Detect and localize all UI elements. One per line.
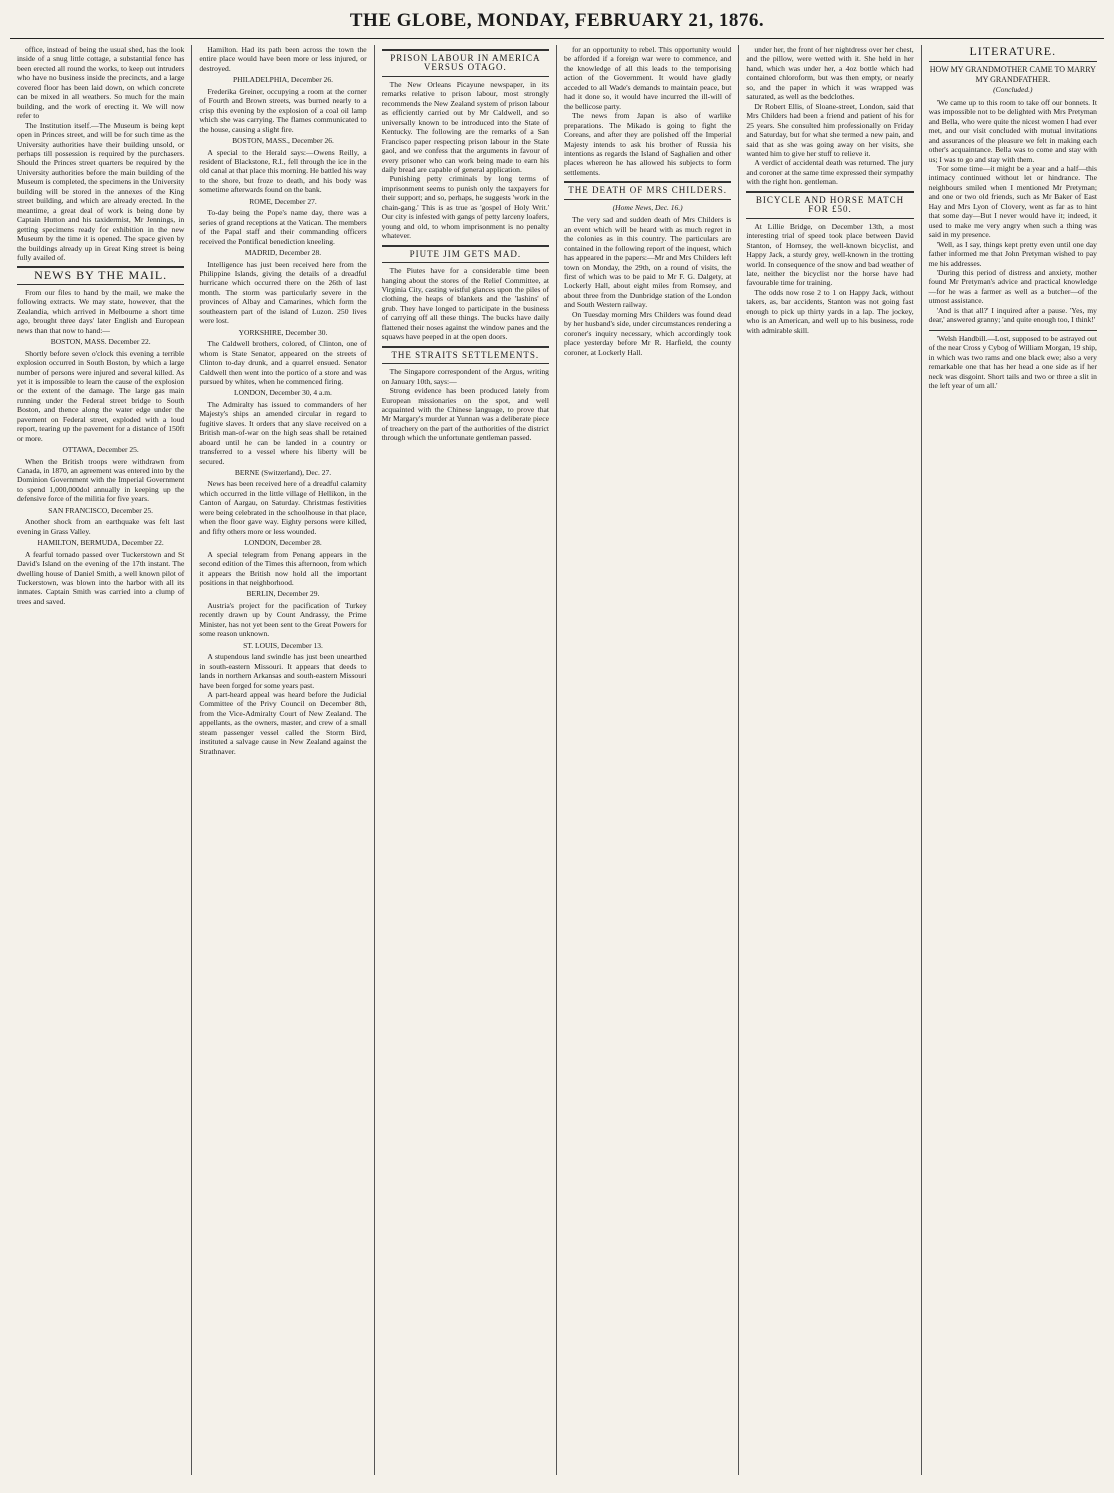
- paragraph: The Singapore correspondent of the Argus, writing on January 10th, says:—: [381, 367, 549, 386]
- dateline: MADRID, December 28.: [244, 248, 322, 258]
- dateline: LONDON, December 28.: [244, 538, 322, 548]
- paragraph: The Institution itself.—The Museum is being kept open in Princes street, and will be for such time as the University authorities have their building unsold, or perhaps till possession is required by the purchasers. Should the Princes street quarters be required by the University authorities before the main building of the Museum is completed, the specimens in the University building will be stored in the annexes of the King street building, and which are already erected. In the meantime, a great deal of work is being done by Captain Hutton and his taxidermist, Mr Jennings, in getting specimens ready for exhibition in the new Museum by the time it is opened. The space given by the buildings already up in Great King street is being fully availed of.: [17, 120, 185, 262]
- dateline: BERNE (Switzerland), Dec. 27.: [234, 468, 332, 478]
- paragraph: Another shock from an earthquake was felt last evening in Grass Valley.: [17, 517, 185, 536]
- divider: [929, 330, 1097, 331]
- dateline: LONDON, December 30, 4 a.m.: [234, 388, 332, 398]
- column-2: [192, 45, 374, 1475]
- column-3: [375, 45, 557, 1475]
- masthead: THE GLOBE, MONDAY, FEBRUARY 21, 1876.: [10, 6, 1104, 39]
- paragraph: Dr Robert Ellis, of Sloane-street, London, said that Mrs Childers had been a friend and patient of his for 25 years. She consulted him professionally on Friday and Saturday, but for what she termed a new pain, and said that as she was going away on her visits, she wanted him to give her stuff to relieve it.: [746, 101, 914, 158]
- columns: [10, 45, 1104, 1475]
- paragraph: A stupendous land swindle has just been unearthed in south-eastern Missouri. It appears that deeds to lands in northern Arkansas and south-eastern Missouri have been forged for some years past.: [199, 652, 367, 690]
- section-heading: BICYCLE AND HORSE MATCH FOR £50.: [746, 191, 913, 219]
- paragraph: 'During this period of distress and anxiety, mother found Mr Pretyman's advice and practical knowledge—for he was a farmer as well as a butcher—of the utmost assistance.: [928, 267, 1097, 306]
- paragraph: Shortly before seven o'clock this evening a terrible explosion occurred in South Boston, by which a large number of persons were injured and several killed. As yet it is impossible to learn the cause of the explosion or the extent of the damage. The large gas main running under the Federal street bridge to South Boston, and thence along the water edge under the pavement on Federal street, exploded with a loud report, tearing up the pavement for a distance of 150ft or more.: [17, 348, 185, 443]
- paragraph: To-day being the Pope's name day, there was a series of grand receptions at the Vatican. The members of the Papal staff and their commanding officers received the Pontifical benediction kneeling.: [199, 208, 367, 246]
- paragraph: The Admiralty has issued to commanders of her Majesty's ships an amended circular in regard to fugitive slaves. It orders that any slave received on a British man-of-war on the high seas shall be retained aboard until he can be landed in a country or transferred to a vessel where his liberty will be secured.: [199, 399, 367, 466]
- paragraph: 'And is that all?' I inquired after a pause. 'Yes, my dear,' answered granny; 'and quite enough too, I think!': [928, 305, 1097, 325]
- subheading: (Home News, Dec. 16.): [612, 202, 683, 212]
- paragraph: A special telegram from Penang appears in the second edition of the Times this afternoon, from which it appears the British now hold all the important positions in that neighborhood.: [199, 549, 367, 588]
- paragraph: Intelligence has just been received here from the Philippine Islands, giving the details of a dreadful hurricane which occurred there on the 26th of last month. The storm was particularly severe in the provinces of Albay and Camarines, which form the southeastern part of the island of Luzon. 250 lives were lost.: [199, 259, 367, 326]
- column-4: [557, 45, 739, 1475]
- paragraph: A verdict of accidental death was returned. The jury and coroner at the same time expressed their sympathy with the right hon. gentleman.: [746, 158, 914, 187]
- section-heading: THE STRAITS SETTLEMENTS.: [382, 346, 549, 364]
- paragraph: Strong evidence has been produced lately from European missionaries on the spot, and well acquainted with the Chinese language, to prove that Mr Margary's murder at Yunnan was a deliberate piece of treachery on the part of the authorities of the district through which the unfortunate gentleman passed.: [381, 386, 549, 443]
- paragraph: 'For some time—it might be a year and a half—this intimacy continued without let or hindrance. The neighbours smiled when I mentioned Mr Pretyman; and one or two old friends, such as Mr Baker of East Hay and Mrs Lyon of Clovery, went as far as to hint that some day—But I never would have it; indeed, it used to make me very angry when such a thing was said in my presence.: [928, 163, 1097, 240]
- section-heading: PRISON LABOUR IN AMERICA VERSUS OTAGO.: [382, 49, 549, 77]
- paragraph: The New Orleans Picayune newspaper, in its remarks relative to prison labour, most strongly recommends the New Zealand system of prison labour as efficiently carried out by Mr Caldwell, and so universally known to be introduced into the State of Kentucky. The following are the remarks of a San Francisco paper respecting prison labour in the State gaol, and we confess that the arguments in favour of every prisoner who can work being made to earn his daily bread are capable of general application.: [381, 79, 549, 174]
- paragraph: Punishing petty criminals by long terms of imprisonment seems to punish only the taxpayers for their support; and so, perhaps, he suggests 'work in the chain-gang.' This is as true as 'gospel of Holy Writ.' Our city is infested with gangs of petty larceny loafers, young and old, to whom imprisonment is no penalty whatever.: [381, 174, 549, 241]
- paragraph: 'Well, as I say, things kept pretty even until one day father informed me that John Pretyman wished to pay me his addresses.: [928, 239, 1097, 268]
- paragraph: Austria's project for the pacification of Turkey recently drawn up by Count Andrassy, the Prime Minister, has not yet been sent to the Great Powers for some reason unknown.: [199, 600, 367, 639]
- paragraph: office, instead of being the usual shed, has the look inside of a snug little cottage, a substantial fence has been erected all round the works, to keep out intruders who have no business inside the precincts, and a large covered floor has been laid down, on which concrete can be mixed in all weathers. So much for the main building, and the work of erecting it. We will now refer to: [17, 45, 185, 121]
- section-heading: PIUTE JIM GETS MAD.: [382, 245, 549, 263]
- paragraph: The Piutes have for a considerable time been hanging about the stores of the Relief Committee, at Virginia City, casting wistful glances upon the piles of clothing, the heaps of blankets and the 'lashins' of grub. They have longed to participate in the business of carrying off all these things. The bucks have daily flattened their noses against the window panes and the squaws have peeped in at the open doors.: [381, 266, 549, 342]
- paragraph: When the British troops were withdrawn from Canada, in 1870, an agreement was entered into by the Dominion Government with the Imperial Government to spend 1,000,000dol annually in keeping up the defensive force of the militia for five years.: [17, 456, 185, 504]
- dateline: BOSTON, MASS. December 22.: [50, 337, 151, 347]
- paragraph: At Lillie Bridge, on December 13th, a most interesting trial of speed took place between David Stanton, of Hornsey, the well-known bicyclist, and Happy Jack, a sturdy grey, well-known in the trotting world. In consequence of the snow and bad weather of late, neither the bicyclist nor the horse have had favourable time for training.: [746, 221, 914, 288]
- paragraph: From our files to hand by the mail, we make the following extracts. We may state, however, that the Zealandia, which arrived in Melbourne a short time ago, brought three days' later English and European news than that now to hand:—: [17, 287, 185, 335]
- dateline: HAMILTON, BERMUDA, December 22.: [37, 538, 164, 548]
- dateline: BOSTON, MASS., December 26.: [232, 136, 334, 146]
- paragraph: The odds now rose 2 to 1 on Happy Jack, without takers, as, bar accidents, Stanton was not going fast enough to pick up thirty yards in a lap. The jockey, who is an American, and well up to his business, rode with admirable skill.: [746, 287, 914, 335]
- paragraph: The very sad and sudden death of Mrs Childers is an event which will be heard with as much regret in the colonies as in this country. The particulars are contained in the following report of the inquest, which has appeared in the papers:—Mr and Mrs Childers left town on Monday, the 29th, on a round of visits, the first of which was to be paid to Mr F. G. Dalgety, at Lockerly Hall, about eight miles from Romsey, and about three from the Dunbridge station of the London and South Western railway.: [563, 215, 732, 310]
- dateline: YORKSHIRE, December 30.: [238, 327, 328, 337]
- dateline: SAN FRANCISCO, December 25.: [48, 505, 154, 515]
- paragraph: A part-heard appeal was heard before the Judicial Committee of the Privy Council on December 8th, from the Vice-Admiralty Court of New Zealand. The appellants, as the owners, master, and crew of a small steam passenger vessel called the Storm Bird, instituted a salvage cause in New Zealand against the Strathnaver.: [199, 690, 367, 756]
- dateline: OTTAWA, December 25.: [62, 445, 139, 455]
- literature-heading: LITERATURE.: [969, 45, 1057, 58]
- dateline: ST. LOUIS, December 13.: [243, 640, 323, 650]
- section-heading: NEWS BY THE MAIL.: [17, 266, 184, 284]
- paragraph: News has been received here of a dreadful calamity which occurred in the little village of Hellikon, in the Canton of Aargau, on Saturday. Christmas festivities were being celebrated in the schoolhouse in that place, when the floor gave way. Eighty persons were killed, and fifty others more or less wounded.: [199, 479, 367, 536]
- column-1: [10, 45, 192, 1475]
- divider: [929, 61, 1097, 62]
- paragraph: under her, the front of her nightdress over her chest, and the pillow, were wetted with it. She held in her hand, which was under her, a 4oz bottle which had contained chloroform, but was then empty, or nearly so, and the paper in which it was wrapped was saturated, as well as the bedclothes.: [746, 45, 914, 102]
- paragraph: On Tuesday morning Mrs Childers was found dead by her husband's side, under circumstances rendering a coroner's inquiry necessary, which accordingly took place yesterday before Mr R. Harfield, the county coroner, at Lockerly Hall.: [563, 309, 732, 357]
- story-title: HOW MY GRANDMOTHER CAME TO MARRY MY GRANDFATHER.: [929, 65, 1096, 84]
- section-heading: THE DEATH OF MRS CHILDERS.: [564, 181, 731, 199]
- paragraph: A special to the Herald says:—Owens Reilly, a resident of Blackstone, R.I., fell through the ice in the old canal at that place this morning. He battled his way to the shore, but froze to death, and his body was sometime afterwards found on the bank.: [199, 147, 367, 195]
- paragraph: The news from Japan is also of warlike preparations. The Mikado is going to fight the Coreans, and after they are polished off the Imperial Majesty intends to ask his brother of Russia his intentions as regards the Island of Saghalien and other places whereon he has allowed his subjects to form settlements.: [563, 111, 732, 177]
- paragraph: Frederika Greiner, occupying a room at the corner of Fourth and Brown streets, was burned nearly to a crisp this evening by the explosion of a coal oil lamp which she was carrying. The flames communicated to the house, causing a slight fire.: [199, 86, 367, 134]
- paragraph: 'Welsh Handbill.—Lost, supposed to be astrayed out of the near Cross y Cybog of William Morgan, 19 ship, in which was two rams and one black ewe; also a very remarkable one that has her head a one side as if her neck was disgoint. Short tails and two or three a slit in the left year of um all.': [928, 333, 1097, 390]
- column-6: [922, 45, 1104, 1475]
- dateline: ROME, December 27.: [249, 196, 317, 206]
- paragraph: The Caldwell brothers, colored, of Clinton, one of whom is State Senator, appeared on the streets of Clinton to-day drunk, and a quarrel ensued. Senator Caldwell then went into the portico of a store and was pursued by whites, when he commenced firing.: [199, 339, 367, 386]
- dateline: BERLIN, December 29.: [246, 589, 320, 599]
- dateline: PHILADELPHIA, December 26.: [233, 75, 333, 85]
- column-5: [739, 45, 921, 1475]
- paragraph: 'We came up to this room to take off our bonnets. It was impossible not to be delighted with Mrs Pretyman and Bella, who were quite the nicest women I had ever met, and our visit concluded with mutual invitations and assurances of the pleasure we felt in making each other's acquaintance. Bella was to come and stay with us; I was to go and stay with them.: [928, 97, 1097, 164]
- paragraph: A fearful tornado passed over Tuckerstown and St David's Island on the evening of the 17th instant. The dwelling house of Daniel Smith, a well known pilot of Tuckerstown, was blown into the harbor with all its inmates. Captain Smith was carried into a clump of trees and saved.: [17, 549, 185, 606]
- subheading: (Concluded.): [993, 85, 1033, 95]
- paragraph: Hamilton. Had its path been across the town the entire place would have been more or less injured, or destroyed.: [199, 45, 367, 73]
- paragraph: for an opportunity to rebel. This opportunity would be afforded if a foreign war were to commence, and the knowledge of all this leads to the temporising action of the Government. It would have gladly acceded to all Wade's demands to maintain peace, but had it done so, it would have incurred the ill-will of the bellicose party.: [563, 45, 732, 111]
